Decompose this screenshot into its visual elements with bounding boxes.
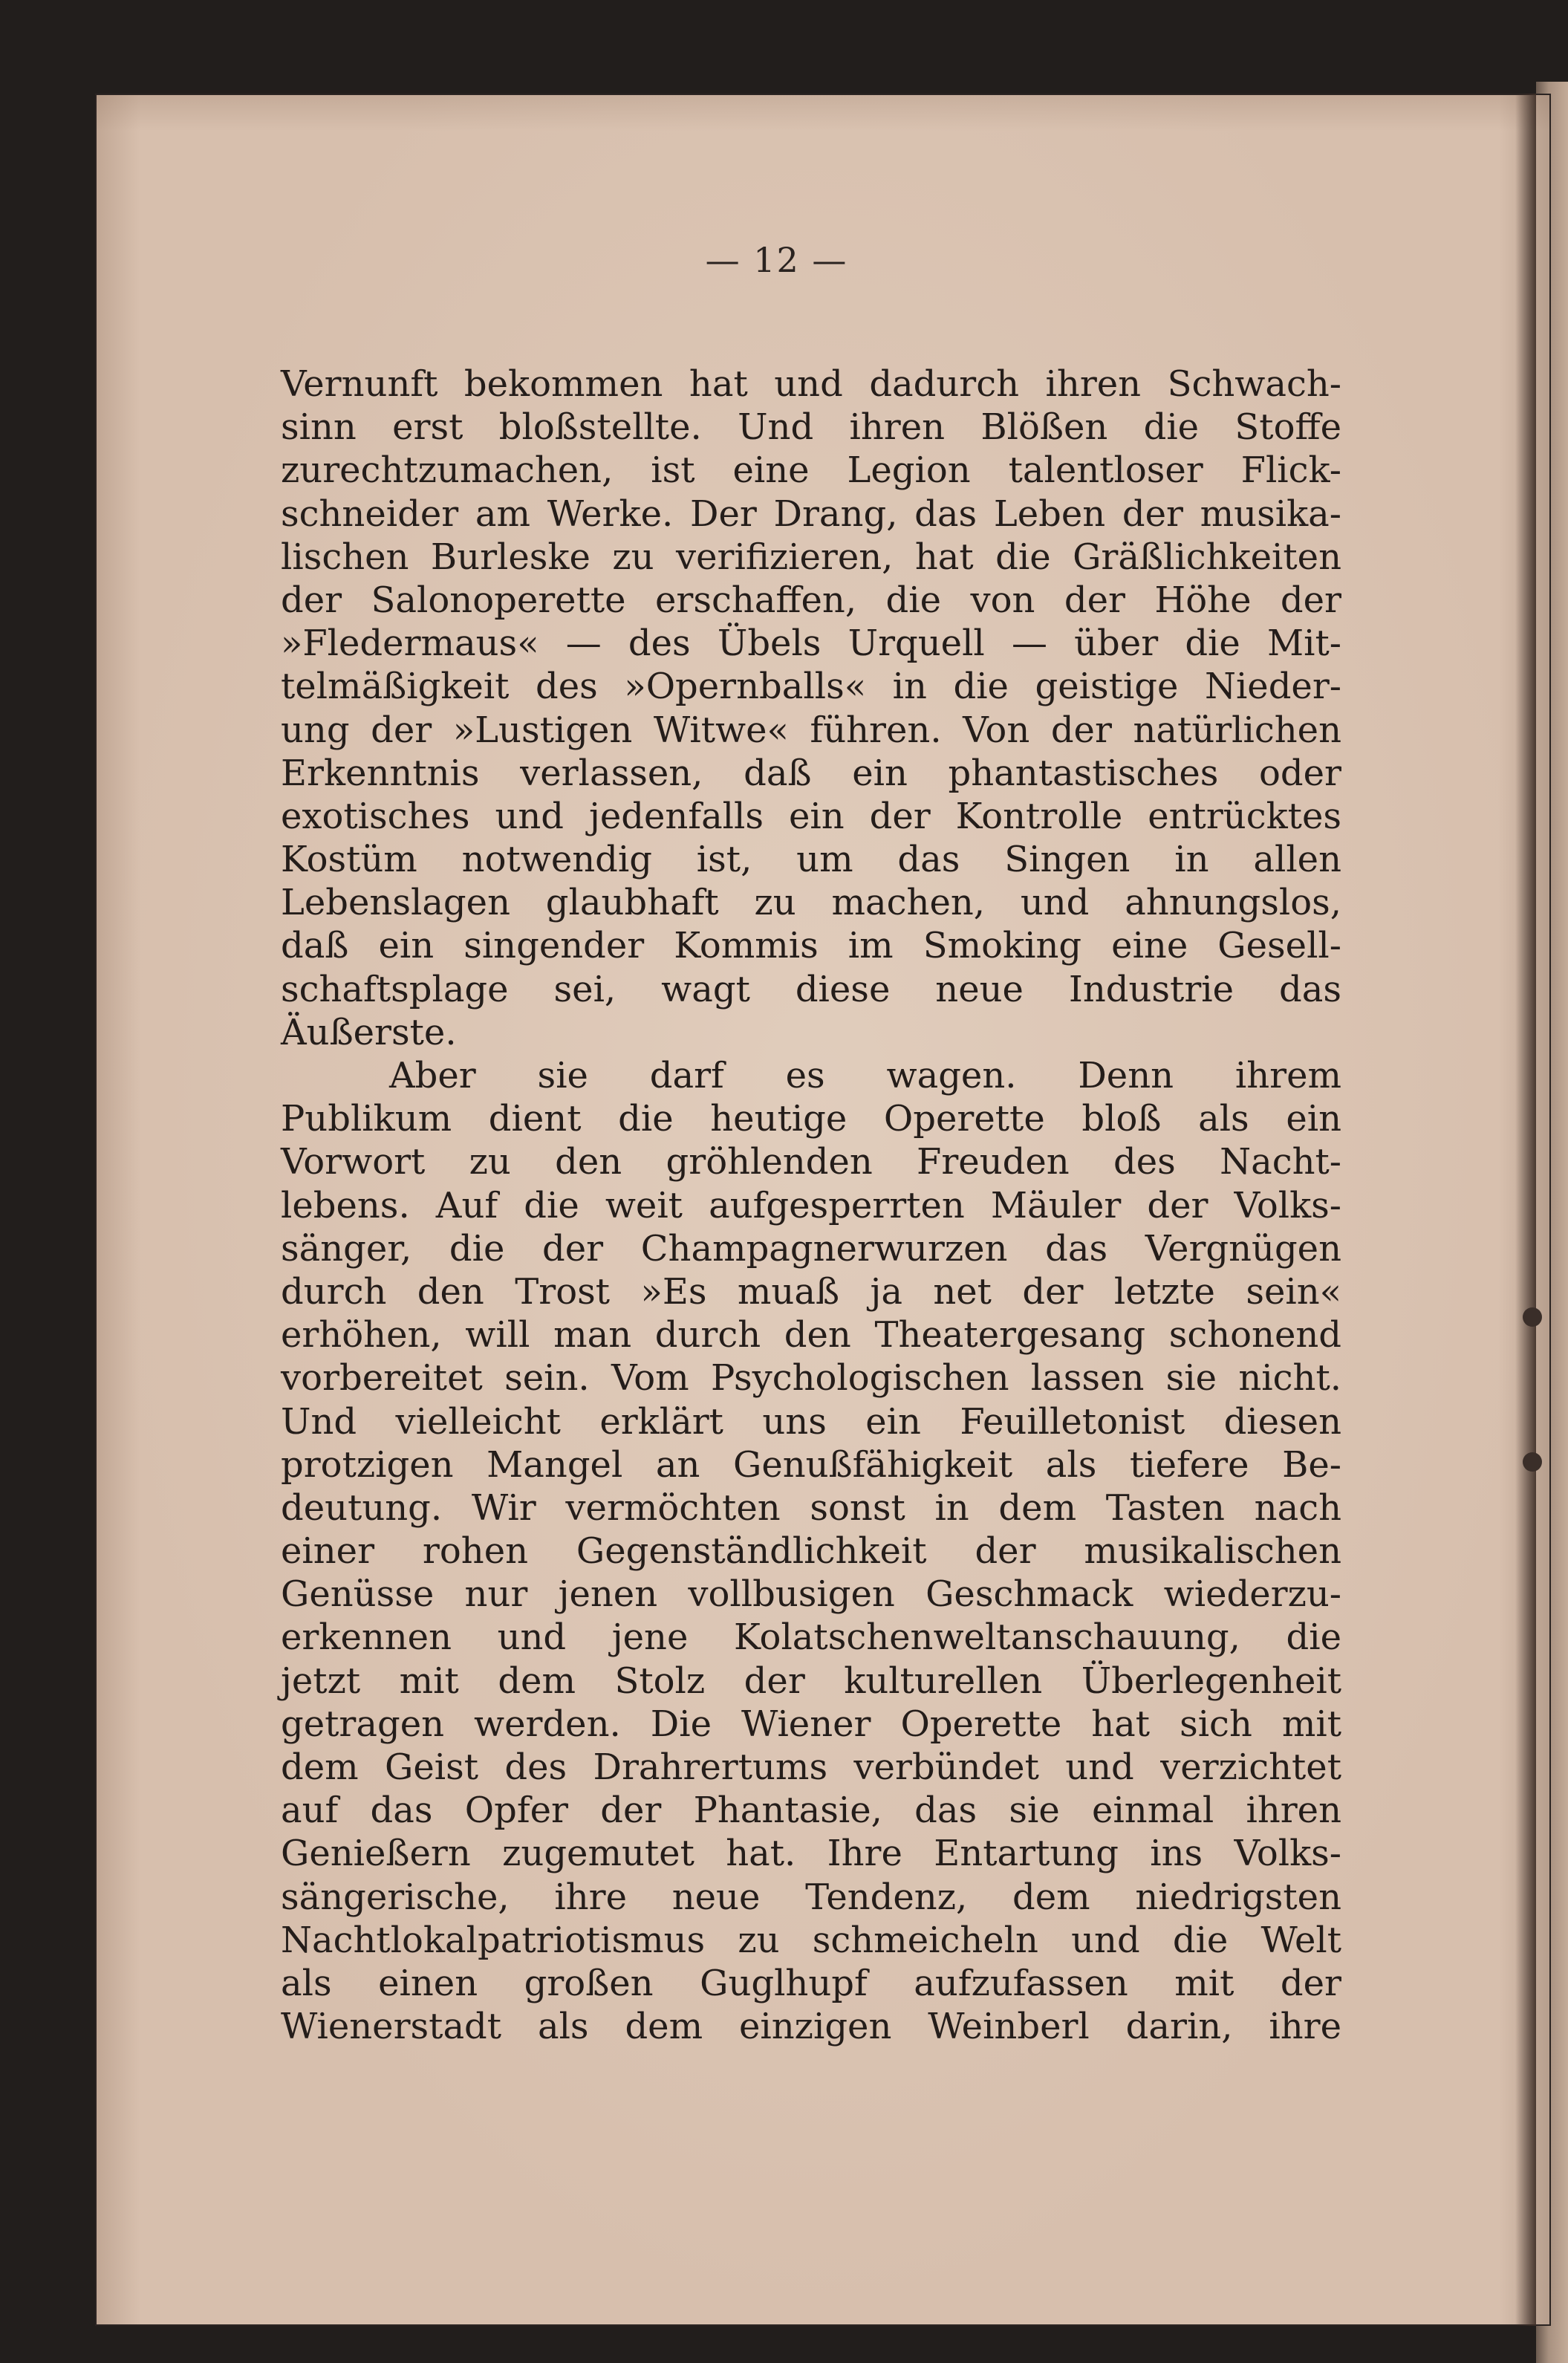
paragraph-1 bbox=[281, 363, 1341, 1054]
paragraph-2 bbox=[281, 1054, 1341, 2048]
text-line: einer rohen Gegenständlichkeit der musikalischen bbox=[281, 1530, 1341, 1573]
text-line: Kostüm notwendig ist, um das Singen in allen bbox=[281, 839, 1341, 881]
text-line: getragen werden. Die Wiener Operette hat sich mit bbox=[281, 1703, 1341, 1745]
text-line: Wienerstadt als dem einzigen Weinberl darin, ihre bbox=[281, 2006, 1341, 2048]
text-line: Nachtlokalpatriotismus zu schmeicheln und die Welt bbox=[281, 1919, 1341, 1961]
binding-thread-mark bbox=[1523, 1307, 1542, 1327]
text-line: schaftsplage sei, wagt diese neue Industrie das bbox=[281, 968, 1341, 1010]
text-line: Genießern zugemutet hat. Ihre Entartung ins Volks- bbox=[281, 1833, 1341, 1875]
text-line: Publikum dient die heutige Operette bloß als ein bbox=[281, 1098, 1341, 1140]
text-line: erhöhen, will man durch den Theatergesang schonend bbox=[281, 1314, 1341, 1356]
page-gutter-shadow bbox=[1515, 94, 1536, 2326]
text-line: jetzt mit dem Stolz der kulturellen Überlegenheit bbox=[281, 1660, 1341, 1702]
text-line: Genüsse nur jenen vollbusigen Geschmack wiederzu- bbox=[281, 1573, 1341, 1616]
text-line: protzigen Mangel an Genußfähigkeit als tiefere Be- bbox=[281, 1443, 1341, 1486]
body-text bbox=[281, 363, 1341, 2048]
text-line: sänger, die der Champagnerwurzen das Vergnügen bbox=[281, 1227, 1341, 1270]
text-line: als einen großen Guglhupf aufzufassen mit der bbox=[281, 1962, 1341, 2004]
text-line: auf das Opfer der Phantasie, das sie einmal ihren bbox=[281, 1790, 1341, 1832]
text-line: schneider am Werke. Der Drang, das Leben der musika- bbox=[281, 493, 1341, 535]
text-line: der Salonoperette erschaffen, die von der Höhe der bbox=[281, 579, 1341, 621]
text-line: lischen Burleske zu verifizieren, hat die Gräßlichkeiten bbox=[281, 536, 1341, 578]
text-line: Lebenslagen glaubhaft zu machen, und ahnungslos, bbox=[281, 882, 1341, 924]
text-line: telmäßigkeit des »Opernballs« in die geistige Nieder- bbox=[281, 666, 1341, 708]
text-line: deutung. Wir vermöchten sonst in dem Tasten nach bbox=[281, 1486, 1341, 1529]
text-line: sinn erst bloßstellte. Und ihren Blößen die Stoffe bbox=[281, 406, 1341, 449]
text-line: Aber sie darf es wagen. Denn ihrem bbox=[389, 1055, 1341, 1096]
text-line: daß ein singender Kommis im Smoking eine Gesell- bbox=[281, 925, 1341, 967]
text-line: Und vielleicht erklärt uns ein Feuilletonist diesen bbox=[281, 1400, 1341, 1443]
text-line: durch den Trost »Es muaß ja net der letzte sein« bbox=[281, 1270, 1341, 1313]
text-line: Vorwort zu den gröhlenden Freuden des Nacht- bbox=[281, 1141, 1341, 1183]
text-line: sängerische, ihre neue Tendenz, dem niedrigsten bbox=[281, 1876, 1341, 1918]
text-line: Vernunft bekommen hat und dadurch ihren Schwach- bbox=[281, 363, 1341, 405]
text-line: »Fledermaus« — des Übels Urquell — über die Mit- bbox=[281, 623, 1341, 665]
page-number: — 12 — bbox=[705, 240, 848, 280]
binding-thread-mark bbox=[1523, 1452, 1542, 1472]
text-line: erkennen und jene Kolatschenweltanschauung, die bbox=[281, 1616, 1341, 1659]
text-line: zurechtzumachen, ist eine Legion talentloser Flick- bbox=[281, 449, 1341, 492]
text-line: ung der »Lustigen Witwe« führen. Von der natürlichen bbox=[281, 709, 1341, 751]
text-line: vorbereitet sein. Vom Psychologischen lassen sie nicht. bbox=[281, 1357, 1341, 1400]
text-line: lebens. Auf die weit aufgesperrten Mäuler der Volks- bbox=[281, 1184, 1341, 1226]
text-line: Erkenntnis verlassen, daß ein phantastisches oder bbox=[281, 752, 1341, 794]
text-line: dem Geist des Drahrertums verbündet und verzichtet bbox=[281, 1746, 1341, 1788]
text-line: Äußerste. bbox=[281, 1011, 457, 1053]
text-line: exotisches und jedenfalls ein der Kontrolle entrücktes bbox=[281, 795, 1341, 837]
